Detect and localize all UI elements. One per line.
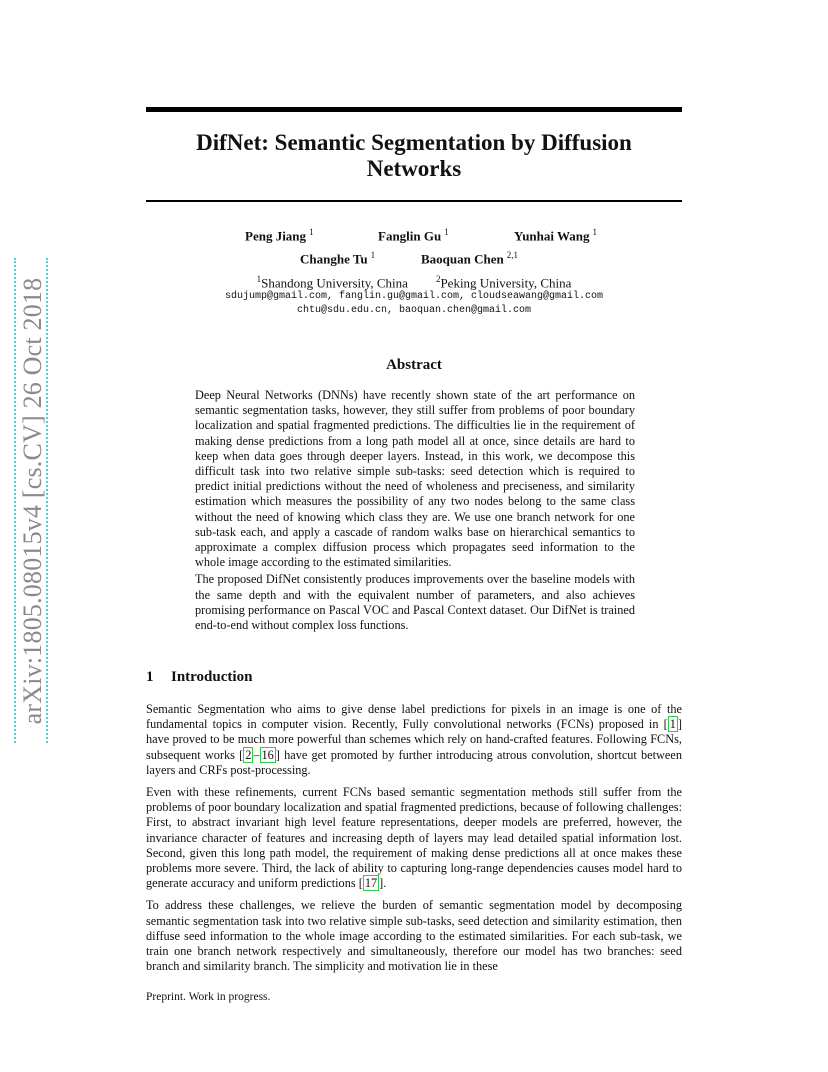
citation-link[interactable]: 2 [245,747,252,762]
author-affil-mark: 1 [444,227,449,237]
body-paragraph: Even with these refinements, current FCNs based semantic segmentation methods still suffer from the problems of poor boundary localization and spatial fragmented predictions, because of following challenges: First, to abstract invariant high level feature representations, deeper models are preferred, however, the invariance character of features and increasing depth of layers may lead detailed spatial information lost. Second, given this long path model, the requirement of making dense predictions all at once makes these problems more severe. Third, the lack of ability to capturing long-range dependencies causes model hard to generate accuracy and uniform predictions [ 17 ]. [146,785,682,891]
title-line-2: Networks [366,156,462,181]
citation-link[interactable]: 17 [364,876,378,891]
affiliations [146,274,682,291]
citation-link[interactable]: 1 [669,717,676,732]
author-affil-mark: 1 [592,227,598,237]
paragraph-text: Even with these refinements, current FCNs based semantic segmentation methods still suffer from the problems of poor boundary localization and spatial fragmented predictions, because of following challenges: First, to abstract invariant high level feature representations, deeper models are preferred, however, the invariance character of features and increasing depth of layers may lead detailed spatial information lost. Second, given this long path model, the requirement of making dense predictions all at once makes these problems more severe. Third, the lack of ability to capturing long-range dependencies causes model hard to generate accuracy and uniform predictions [146,785,682,891]
citation-range-dash: – [253,747,260,762]
author-affil-mark: 1 [309,227,314,237]
paragraph-text: have get promoted by further introducing atrous convolution, shortcut between layers and CRFs post-processing. [146,747,682,777]
affiliation-name: Shandong University, China [261,275,408,291]
author [378,227,449,244]
title-line-1: DifNet: Semantic Segmentation by Diffusion [196,130,632,155]
body-paragraph: Semantic Segmentation who aims to give dense label predictions for pixels in an image is one of the fundamental topics in computer vision. Recently, Fully convolutional networks (FCNs) proposed in [ 1 ] have proved to be much more powerful than schemes which rely on hand-crafted features. Following FCNs, subsequent works [ 2 – 16 ] have get promoted by further introducing atrous convolution, shortcut between layers and CRFs post-processing. [146,702,682,777]
abstract-body [195,388,635,635]
section-number: 1 [146,669,154,685]
paper-title [146,130,682,182]
author-name: Baoquan Chen [421,251,504,267]
author [300,250,375,267]
section-heading [146,669,252,686]
paragraph-text: . [383,876,387,891]
abstract-paragraph: The proposed DifNet consistently produces improvements over the baseline models with the same depth and with the equivalent number of parameters, and also achieves promising performance on Pascal VOC and Pascal Context dataset. Our DifNet is trained end-to-end without complex loss functions. [195,572,635,633]
author-affil-mark: 1 [370,250,376,260]
title-bottom-rule [146,200,682,202]
paragraph-text: have proved to be much more powerful than schemes which rely on hand-crafted features. Following FCNs, subsequent works [146,732,682,762]
abstract-heading: Abstract [386,357,442,373]
author-name: Fanglin Gu [378,228,442,244]
arxiv-identifier-text: arXiv:1805.08015v4 [cs.CV] 26 Oct 2018 [18,277,47,724]
author-name: Changhe Tu [300,251,368,267]
affil-mark: 2 [435,274,441,284]
abstract-paragraph: Deep Neural Networks (DNNs) have recently shown state of the art performance on semantic segmentation tasks, however, they still suffer from problems of poor boundary localization and spatial fragmented predictions. The difficulties lie in the requirement of making dense predictions from a long path model all at once, since details are hard to keep when data goes through deeper layers. Instead, in this work, we decompose this difficult task into two relative simple sub-tasks: seed detection which is required to predict initial predictions without the need of wholeness and preciseness, and similarity estimation which measures the possibility of any two nodes belong to the same class without the need of knowing which class they are. We use one branch network for one sub-task each, and apply a cascade of random walks base on hierarchical semantics to approximate a complex diffusion process which propagates seed information to the whole image according to the estimated similarities. [195,388,635,570]
author-name: Peng Jiang [245,228,307,244]
email-line[interactable]: chtu@sdu.edu.cn, baoquan.chen@gmail.com [296,305,532,316]
body-paragraph: To address these challenges, we relieve the burden of semantic segmentation model by decomposing semantic segmentation task into two relative simple sub-tasks, seed detection and similarity estimation, then diffuse seed information to the whole image according to the estimated similarities. For each sub-task, we train one branch network respectively and simultaneously, therefore our model has two branches: seed branch and similarity branch. The simplicity and motivation lie in these [146,898,682,974]
title-top-rule [146,107,682,112]
author-affil-mark: 2,1 [506,250,518,260]
paragraph-text: Semantic Segmentation who aims to give dense label predictions for pixels in an image is one of the fundamental topics in computer vision. Recently, Fully convolutional networks (FCNs) proposed in [146,702,682,732]
citation-link[interactable]: 16 [261,747,274,762]
author [421,250,518,267]
affil-mark: 1 [256,274,262,284]
author [514,227,597,244]
introduction-body [146,702,682,981]
email-line[interactable]: sdujump@gmail.com, fanglin.gu@gmail.com, cloudseawang@gmail.com [224,291,604,302]
author [245,227,314,244]
section-title: Introduction [171,669,253,685]
author-name: Yunhai Wang [514,228,590,244]
preprint-note: Preprint. Work in progress. [146,991,271,1003]
affiliation-name: Peking University, China [440,275,572,291]
arxiv-identifier[interactable] [14,258,52,743]
